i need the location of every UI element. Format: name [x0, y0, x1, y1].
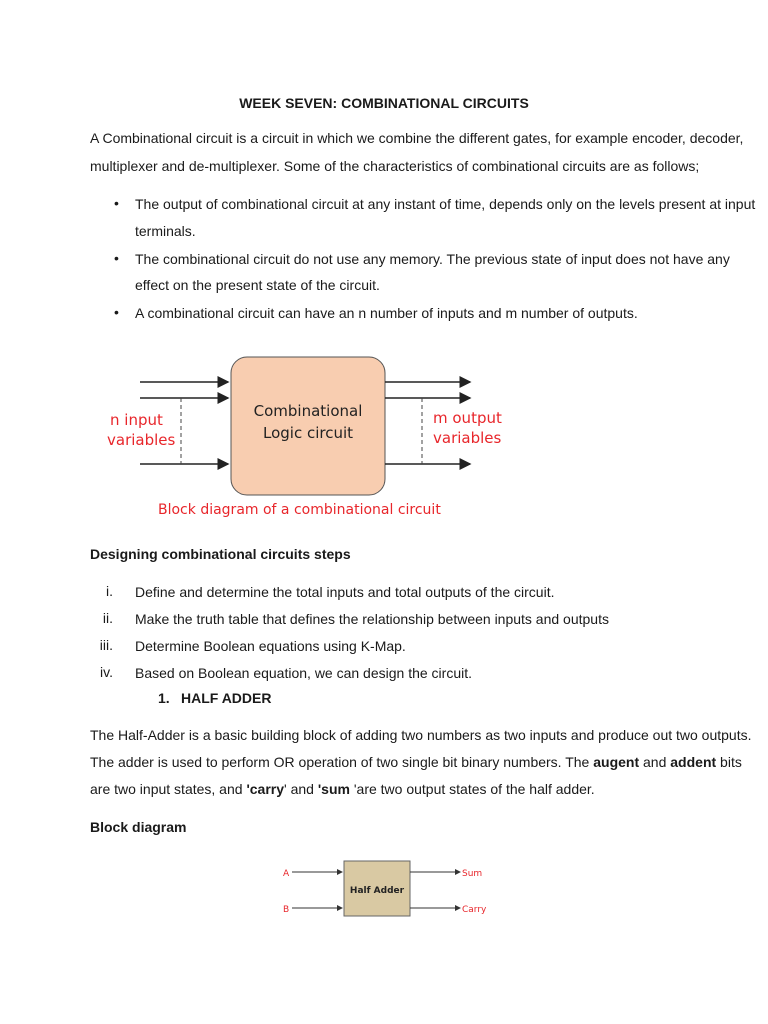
step-number: i.: [106, 583, 113, 599]
box-label-line-1: Combinational: [253, 402, 363, 420]
bullet-icon: •: [114, 304, 119, 320]
step-number: iv.: [100, 664, 113, 680]
input-a-label: A: [283, 869, 290, 879]
intro-line-2: multiplexer and de-multiplexer. Some of the characteristics of combinational circuits are as follows;: [90, 158, 700, 174]
list-item-cont: terminals.: [135, 223, 196, 239]
section-number: 1.: [158, 690, 170, 706]
block-diagram-heading: Block diagram: [90, 819, 187, 835]
step-text: Make the truth table that defines the relationship between inputs and outputs: [135, 611, 609, 627]
input-label-line-1: n input: [110, 411, 163, 429]
step-text: Define and determine the total inputs and total outputs of the circuit.: [135, 584, 555, 600]
bullet-icon: •: [114, 250, 119, 266]
input-label-line-2: variables: [107, 431, 176, 449]
steps-heading: Designing combinational circuits steps: [90, 546, 351, 562]
step-text: Based on Boolean equation, we can design the circuit.: [135, 665, 473, 681]
bullet-icon: •: [114, 195, 119, 211]
intro-line-1: A Combinational circuit is a circuit in which we combine the different gates, for example encoder, decoder,: [90, 130, 744, 146]
page-title: WEEK SEVEN: COMBINATIONAL CIRCUITS: [239, 95, 529, 111]
section-title: HALF ADDER: [181, 690, 272, 706]
step-number: ii.: [102, 610, 113, 626]
figure-caption: Block diagram of a combinational circuit: [158, 502, 441, 518]
step-text: Determine Boolean equations using K-Map.: [135, 638, 406, 654]
carry-label: Carry: [462, 905, 487, 915]
output-label-line-2: variables: [433, 429, 502, 447]
box-label-line-2: Logic circuit: [262, 424, 354, 442]
list-item: The combinational circuit do not use any memory. The previous state of input does not have any: [135, 251, 730, 267]
combinational-block-diagram: [100, 350, 520, 525]
half-adder-line-2: The adder is used to perform OR operation of two single bit binary numbers. The augent and addent bits: [90, 754, 742, 770]
half-adder-box-label: Half Adder: [349, 886, 405, 896]
list-item-cont: effect on the present state of the circuit.: [135, 277, 380, 293]
sum-label: Sum: [462, 869, 483, 879]
list-item: The output of combinational circuit at any instant of time, depends only on the levels present at input: [135, 196, 756, 212]
step-number: iii.: [99, 637, 113, 653]
half-adder-diagram: [270, 855, 500, 925]
half-adder-line-3: are two input states, and 'carry' and 'sum 'are two output states of the half adder.: [90, 781, 595, 797]
list-item: A combinational circuit can have an n number of inputs and m number of outputs.: [135, 305, 638, 321]
half-adder-line-1: The Half-Adder is a basic building block of adding two numbers as two inputs and produce out two outputs.: [90, 727, 752, 743]
output-label-line-1: m output: [433, 409, 502, 427]
input-b-label: B: [283, 905, 290, 915]
